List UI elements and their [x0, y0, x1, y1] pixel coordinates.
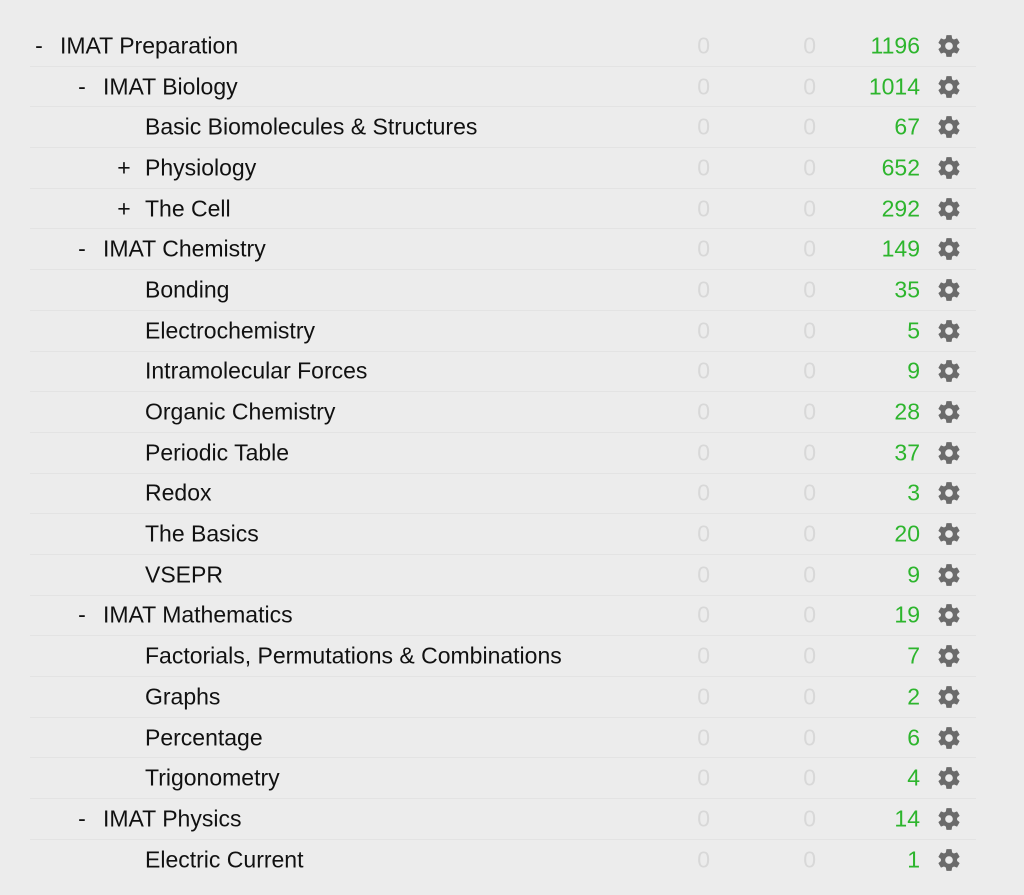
deck-name-link[interactable]: Periodic Table	[145, 439, 290, 466]
deck-row[interactable]	[30, 514, 976, 555]
gear-icon[interactable]	[936, 643, 962, 669]
gear-icon[interactable]	[936, 521, 962, 547]
learn-count: 0	[803, 317, 816, 344]
deck-name-link[interactable]: The Cell	[145, 195, 231, 222]
deck-name-link[interactable]: IMAT Chemistry	[103, 235, 266, 262]
deck-name-link[interactable]: Factorials, Permutations & Combinations	[145, 642, 562, 669]
gear-icon[interactable]	[936, 399, 962, 425]
deck-row[interactable]	[30, 433, 976, 474]
review-count: 35	[894, 276, 920, 303]
deck-row[interactable]	[30, 229, 976, 270]
gear-icon[interactable]	[936, 114, 962, 140]
review-count: 652	[881, 154, 920, 181]
deck-name-link[interactable]: Electrochemistry	[145, 317, 315, 344]
deck-row[interactable]	[30, 67, 976, 108]
new-count: 0	[697, 317, 710, 344]
deck-row[interactable]	[30, 799, 976, 840]
review-count: 20	[894, 520, 920, 547]
new-count: 0	[697, 235, 710, 262]
learn-count: 0	[803, 235, 816, 262]
review-count: 7	[907, 642, 920, 669]
deck-row[interactable]	[30, 636, 976, 677]
review-count: 19	[894, 601, 920, 628]
learn-count: 0	[803, 113, 816, 140]
deck-row[interactable]	[30, 107, 976, 148]
deck-name-link[interactable]: IMAT Preparation	[60, 32, 239, 59]
collapse-toggle[interactable]: -	[78, 805, 86, 832]
deck-name-link[interactable]: Physiology	[145, 154, 257, 181]
review-count: 4	[907, 764, 920, 791]
learn-count: 0	[803, 195, 816, 222]
expand-toggle[interactable]: +	[117, 154, 131, 181]
deck-name-link[interactable]: Trigonometry	[145, 764, 280, 791]
learn-count: 0	[803, 479, 816, 506]
gear-icon[interactable]	[936, 358, 962, 384]
learn-count: 0	[803, 357, 816, 384]
review-count: 1	[907, 846, 920, 873]
review-count: 3	[907, 479, 920, 506]
deck-name-link[interactable]: IMAT Biology	[103, 73, 238, 100]
new-count: 0	[697, 32, 710, 59]
learn-count: 0	[803, 764, 816, 791]
learn-count: 0	[803, 276, 816, 303]
deck-row[interactable]	[30, 189, 976, 230]
review-count: 1196	[870, 32, 920, 59]
new-count: 0	[697, 805, 710, 832]
deck-row[interactable]	[30, 677, 976, 718]
collapse-toggle[interactable]: -	[35, 32, 43, 59]
review-count: 5	[907, 317, 920, 344]
learn-count: 0	[803, 561, 816, 588]
gear-icon[interactable]	[936, 74, 962, 100]
deck-name-link[interactable]: Organic Chemistry	[145, 398, 336, 425]
deck-row[interactable]	[30, 596, 976, 637]
deck-row[interactable]	[30, 270, 976, 311]
new-count: 0	[697, 520, 710, 547]
learn-count: 0	[803, 724, 816, 751]
learn-count: 0	[803, 154, 816, 181]
review-count: 14	[894, 805, 920, 832]
new-count: 0	[697, 561, 710, 588]
collapse-toggle[interactable]: -	[78, 73, 86, 100]
gear-icon[interactable]	[936, 33, 962, 59]
deck-name-link[interactable]: Electric Current	[145, 846, 304, 873]
deck-name-link[interactable]: Bonding	[145, 276, 230, 303]
gear-icon[interactable]	[936, 236, 962, 262]
deck-row[interactable]	[30, 555, 976, 596]
learn-count: 0	[803, 73, 816, 100]
new-count: 0	[697, 601, 710, 628]
new-count: 0	[697, 846, 710, 873]
learn-count: 0	[803, 398, 816, 425]
review-count: 67	[894, 113, 920, 140]
review-count: 9	[907, 561, 920, 588]
gear-icon[interactable]	[936, 806, 962, 832]
new-count: 0	[697, 73, 710, 100]
gear-icon[interactable]	[936, 847, 962, 873]
learn-count: 0	[803, 642, 816, 669]
deck-row[interactable]	[30, 840, 976, 881]
review-count: 37	[894, 439, 920, 466]
deck-name-link[interactable]: VSEPR	[145, 561, 223, 588]
learn-count: 0	[803, 520, 816, 547]
new-count: 0	[697, 357, 710, 384]
gear-icon[interactable]	[936, 318, 962, 344]
learn-count: 0	[803, 805, 816, 832]
gear-icon[interactable]	[936, 725, 962, 751]
gear-icon[interactable]	[936, 562, 962, 588]
deck-row[interactable]	[30, 148, 976, 189]
deck-name-link[interactable]: IMAT Physics	[103, 805, 242, 832]
new-count: 0	[697, 642, 710, 669]
collapse-toggle[interactable]: -	[78, 235, 86, 262]
new-count: 0	[697, 683, 710, 710]
review-count: 28	[894, 398, 920, 425]
learn-count: 0	[803, 32, 816, 59]
review-count: 149	[881, 235, 920, 262]
deck-name-link[interactable]: IMAT Mathematics	[103, 601, 293, 628]
review-count: 2	[907, 683, 920, 710]
deck-row[interactable]	[30, 392, 976, 433]
deck-row[interactable]	[30, 352, 976, 393]
deck-name-link[interactable]: Intramolecular Forces	[145, 357, 368, 384]
gear-icon[interactable]	[936, 684, 962, 710]
gear-icon[interactable]	[936, 155, 962, 181]
learn-count: 0	[803, 439, 816, 466]
deck-row[interactable]	[30, 758, 976, 799]
deck-name-link[interactable]: Graphs	[145, 683, 221, 710]
new-count: 0	[697, 439, 710, 466]
new-count: 0	[697, 724, 710, 751]
deck-row[interactable]	[30, 26, 976, 67]
deck-row[interactable]	[30, 474, 976, 515]
gear-icon[interactable]	[936, 440, 962, 466]
learn-count: 0	[803, 846, 816, 873]
gear-icon[interactable]	[936, 196, 962, 222]
deck-name-link[interactable]: Percentage	[145, 724, 263, 751]
new-count: 0	[697, 113, 710, 140]
review-count: 292	[881, 195, 920, 222]
new-count: 0	[697, 276, 710, 303]
gear-icon[interactable]	[936, 277, 962, 303]
gear-icon[interactable]	[936, 765, 962, 791]
deck-name-link[interactable]: The Basics	[145, 520, 259, 547]
expand-toggle[interactable]: +	[117, 195, 131, 222]
deck-list	[30, 26, 976, 880]
deck-row[interactable]	[30, 311, 976, 352]
deck-row[interactable]	[30, 718, 976, 759]
new-count: 0	[697, 764, 710, 791]
gear-icon[interactable]	[936, 602, 962, 628]
review-count: 6	[907, 724, 920, 751]
new-count: 0	[697, 398, 710, 425]
review-count: 1014	[868, 73, 920, 100]
new-count: 0	[697, 195, 710, 222]
collapse-toggle[interactable]: -	[78, 601, 86, 628]
gear-icon[interactable]	[936, 480, 962, 506]
new-count: 0	[697, 154, 710, 181]
new-count: 0	[697, 479, 710, 506]
learn-count: 0	[803, 683, 816, 710]
deck-name-link[interactable]: Redox	[145, 479, 212, 506]
learn-count: 0	[803, 601, 816, 628]
deck-name-link[interactable]: Basic Biomolecules & Structures	[145, 113, 478, 140]
review-count: 9	[907, 357, 920, 384]
